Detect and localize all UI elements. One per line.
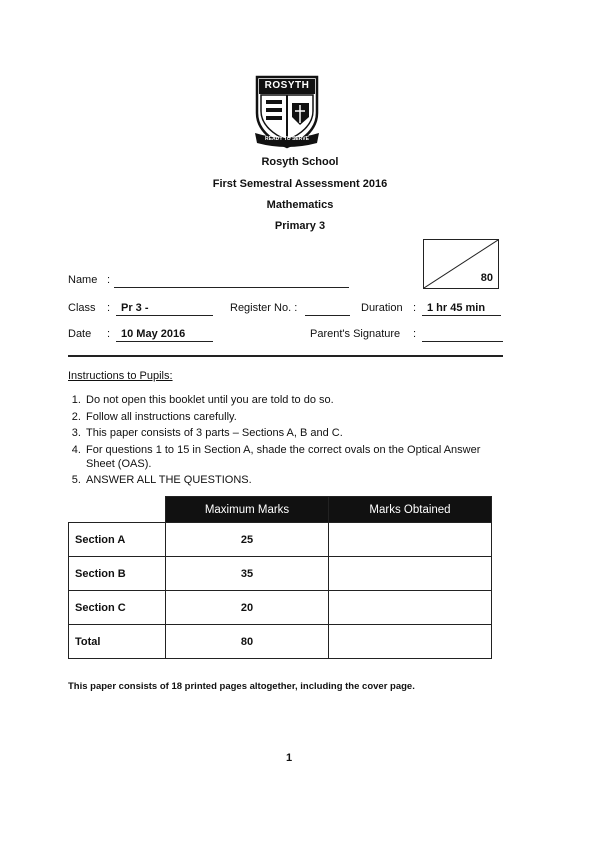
table-row	[69, 591, 492, 625]
page-number: 1	[285, 752, 293, 764]
header-maximum-marks: Maximum Marks	[166, 497, 329, 523]
signature-label: Parent's Signature	[310, 328, 401, 340]
instruction-item: 4. For questions 1 to 15 in Section A, shade the correct ovals on the Optical Answer Sheet (OAS).	[84, 443, 508, 471]
page-count-note-after: printed pages altogether, including the cover page.	[182, 681, 415, 692]
header-blank-cell	[69, 497, 166, 523]
page-count-note-before: This paper consists of	[68, 681, 172, 692]
crest-motto-top: ROSYTH	[264, 80, 310, 91]
page-count-note	[68, 681, 415, 692]
score-box-total: 80	[480, 272, 493, 284]
header-marks-obtained: Marks Obtained	[329, 497, 492, 523]
subject-title: Mathematics	[266, 199, 334, 211]
instruction-item: 3. This paper consists of 3 parts – Sections A, B and C.	[84, 426, 508, 440]
signature-colon: :	[413, 328, 417, 340]
class-label: Class	[68, 302, 96, 314]
date-field	[116, 341, 213, 342]
section-b-max: 35	[166, 557, 329, 591]
name-label: Name	[68, 274, 98, 286]
duration-value: 1 hr 45 min	[427, 302, 486, 314]
class-value: Pr 3 -	[121, 302, 149, 314]
instructions-list	[68, 393, 508, 490]
crest-motto-bottom: READY TO SERVE	[265, 136, 309, 142]
school-crest-logo	[253, 73, 321, 149]
total-label: Total	[69, 625, 166, 659]
section-b-obtained-cell[interactable]	[329, 557, 492, 591]
score-box	[423, 239, 499, 289]
class-field[interactable]	[116, 315, 213, 316]
signature-field[interactable]	[422, 341, 503, 342]
date-colon: :	[107, 328, 111, 340]
section-a-obtained-cell[interactable]	[329, 523, 492, 557]
duration-field	[422, 315, 501, 316]
register-field[interactable]	[305, 315, 350, 316]
section-c-max: 20	[166, 591, 329, 625]
section-a-max: 25	[166, 523, 329, 557]
level-title: Primary 3	[274, 220, 326, 232]
instructions-heading: Instructions to Pupils:	[68, 370, 173, 382]
section-a-label: Section A	[69, 523, 166, 557]
instruction-item: 2. Follow all instructions carefully.	[84, 410, 508, 424]
name-field[interactable]	[114, 287, 349, 288]
table-row	[69, 557, 492, 591]
section-c-label: Section C	[69, 591, 166, 625]
assessment-title: First Semestral Assessment 2016	[212, 178, 388, 190]
table-row	[69, 625, 492, 659]
name-colon: :	[107, 274, 111, 286]
date-value: 10 May 2016	[121, 328, 186, 340]
marks-table-header	[69, 497, 492, 523]
section-divider	[68, 355, 503, 357]
class-colon: :	[107, 302, 111, 314]
marks-table	[68, 496, 492, 659]
section-b-label: Section B	[69, 557, 166, 591]
duration-colon: :	[413, 302, 417, 314]
page-count-number: 18	[171, 681, 183, 692]
duration-label: Duration	[361, 302, 403, 314]
total-max: 80	[166, 625, 329, 659]
school-name: Rosyth School	[261, 156, 339, 168]
total-obtained-cell[interactable]	[329, 625, 492, 659]
section-c-obtained-cell[interactable]	[329, 591, 492, 625]
instruction-item: 5. ANSWER ALL THE QUESTIONS.	[84, 473, 508, 487]
instruction-item: 1. Do not open this booklet until you are told to do so.	[84, 393, 508, 407]
register-label: Register No. :	[230, 302, 298, 314]
table-row	[69, 523, 492, 557]
date-label: Date	[68, 328, 92, 340]
